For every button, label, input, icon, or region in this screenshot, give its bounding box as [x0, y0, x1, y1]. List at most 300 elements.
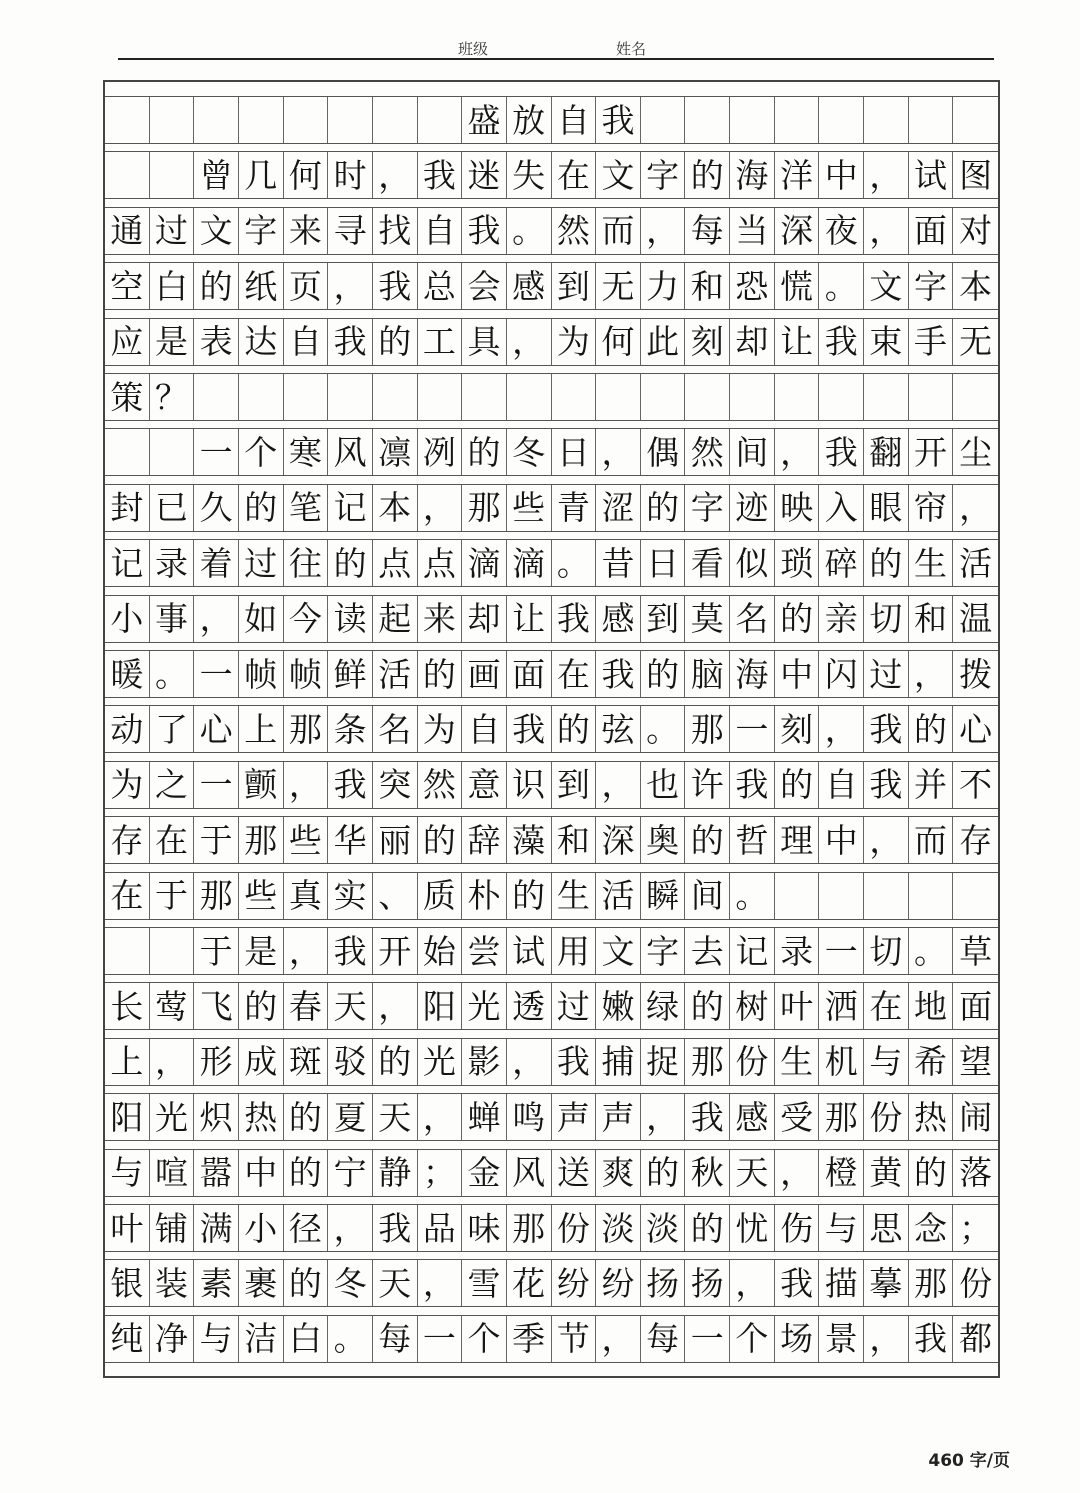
grid-cell: 天	[373, 1260, 418, 1306]
grid-cell: 名	[373, 706, 418, 752]
grid-cell	[552, 374, 597, 420]
grid-cell	[596, 374, 641, 420]
grid-cell: 绿	[641, 983, 686, 1029]
grid-cell	[864, 374, 909, 420]
grid-cell: 到	[641, 596, 686, 642]
grid-cell: 捕	[596, 1039, 641, 1085]
grid-cell: 那	[462, 485, 507, 531]
grid-cell: 一	[418, 1316, 463, 1362]
grid-cell: 并	[909, 762, 954, 808]
grid-cell: 。	[641, 706, 686, 752]
grid-cell: ，	[730, 1260, 775, 1306]
grid-cell: 热	[909, 1094, 954, 1140]
grid-cell: 在	[864, 983, 909, 1029]
grid-cell: 我	[328, 928, 373, 974]
grid-cell: 。	[819, 263, 864, 309]
grid-cell: 文	[864, 263, 909, 309]
grid-cell: 工	[418, 319, 463, 365]
grid-cell: 瞬	[641, 873, 686, 919]
grid-cell: 净	[150, 1316, 195, 1362]
grid-cell: 叶	[105, 1205, 150, 1251]
grid-cell: 入	[819, 485, 864, 531]
grid-cell: 让	[775, 319, 820, 365]
grid-cell: 记	[328, 485, 373, 531]
grid-cell: 的	[239, 983, 284, 1029]
grid-cell	[909, 374, 954, 420]
grid-cell: 生	[909, 540, 954, 586]
grid-cell: 感	[730, 1094, 775, 1140]
grid-cell: 在	[552, 152, 597, 198]
grid-cell: 达	[239, 319, 284, 365]
text-row	[105, 262, 998, 310]
grid-cell: 纯	[105, 1316, 150, 1362]
grid-cell: 影	[462, 1039, 507, 1085]
grid-cell	[105, 928, 150, 974]
grid-cell: 淡	[641, 1205, 686, 1251]
grid-cell: 点	[418, 540, 463, 586]
grid-cell: 的	[373, 319, 418, 365]
grid-cell: 表	[194, 319, 239, 365]
grid-cell	[373, 97, 418, 143]
grid-cell	[819, 374, 864, 420]
grid-cell: 蝉	[462, 1094, 507, 1140]
grid-cell: 过	[864, 651, 909, 697]
grid-cell: 的	[284, 1260, 329, 1306]
grid-cell	[953, 374, 998, 420]
grid-cell: 曾	[194, 152, 239, 198]
grid-cell: 本	[959, 266, 993, 306]
grid-cell	[730, 374, 775, 420]
grid-cell: ，	[596, 429, 641, 475]
grid-cell: 忧	[730, 1205, 775, 1251]
grid-cell: 。	[507, 208, 552, 254]
grid-cell: 声	[596, 1094, 641, 1140]
grid-cell: 纸	[239, 263, 284, 309]
text-row	[105, 539, 998, 587]
grid-cell: 温	[959, 599, 993, 639]
grid-cell: 存	[959, 820, 993, 860]
grid-cell: 眼	[864, 485, 909, 531]
grid-cell	[239, 374, 284, 420]
grid-cell: 我	[373, 1205, 418, 1251]
grid-cell: 的	[641, 1150, 686, 1196]
grid-cell: 丽	[373, 817, 418, 863]
grid-cell: 成	[239, 1039, 284, 1085]
grid-cell: 面	[507, 651, 552, 697]
grid-cell	[105, 152, 150, 198]
grid-cell: 刻	[685, 319, 730, 365]
grid-cell	[194, 374, 239, 420]
grid-cell: 录	[775, 928, 820, 974]
grid-cell	[194, 97, 239, 143]
grid-cell: 失	[507, 152, 552, 198]
grid-cell: 冽	[418, 429, 463, 475]
grid-cell: 一	[194, 429, 239, 475]
grid-cell: 起	[373, 596, 418, 642]
grid-cell: ，	[328, 1205, 373, 1251]
grid-cell: 闪	[819, 651, 864, 697]
grid-cell	[730, 97, 775, 143]
grid-cell: 而	[909, 817, 954, 863]
grid-cell: 的	[775, 596, 820, 642]
grid-cell: 开	[373, 928, 418, 974]
grid-cell: 偶	[641, 429, 686, 475]
grid-cell: 放	[507, 97, 552, 143]
grid-cell: ；	[959, 1208, 993, 1248]
grid-cell: 那	[685, 1039, 730, 1085]
grid-cell	[641, 374, 686, 420]
grid-cell: 慌	[775, 263, 820, 309]
grid-cell: 是	[150, 319, 195, 365]
grid-cell: 图	[959, 155, 993, 195]
grid-cell: 上	[105, 1039, 150, 1085]
grid-cell: 的	[552, 706, 597, 752]
grid-cell: 何	[596, 319, 641, 365]
grid-cell: 装	[150, 1260, 195, 1306]
name-label: 姓名	[616, 40, 647, 58]
grid-cell: 亲	[819, 596, 864, 642]
grid-cell: 上	[239, 706, 284, 752]
text-row	[105, 1093, 998, 1141]
grid-cell: 事	[150, 596, 195, 642]
grid-cell: 去	[685, 928, 730, 974]
grid-cell	[150, 97, 195, 143]
grid-cell: 尘	[959, 432, 993, 472]
grid-cell	[685, 374, 730, 420]
grid-cell	[150, 928, 195, 974]
grid-cell: 味	[462, 1205, 507, 1251]
grid-cell: ；	[418, 1150, 463, 1196]
grid-cell: ，	[373, 983, 418, 1029]
grid-cell: 描	[819, 1260, 864, 1306]
text-row	[105, 484, 998, 532]
grid-cell: 嚣	[194, 1150, 239, 1196]
grid-cell: 却	[462, 596, 507, 642]
grid-cell: 活	[959, 543, 993, 583]
grid-cell: 光	[462, 983, 507, 1029]
text-row	[105, 373, 998, 421]
grid-cell: 空	[105, 263, 150, 309]
grid-cell: 为	[552, 319, 597, 365]
grid-cell: ，	[775, 1150, 820, 1196]
grid-cell: 声	[552, 1094, 597, 1140]
grid-cell: 颤	[239, 762, 284, 808]
grid-cell	[150, 152, 195, 198]
grid-cell: 往	[284, 540, 329, 586]
grid-cell: 已	[150, 485, 195, 531]
grid-cell: 然	[685, 429, 730, 475]
grid-cell: 之	[150, 762, 195, 808]
grid-cell: 对	[959, 211, 993, 251]
grid-cell	[864, 873, 909, 919]
grid-cell: ，	[507, 319, 552, 365]
grid-cell: ，	[864, 208, 909, 254]
grid-cell: 我	[819, 319, 864, 365]
grid-cell: 季	[507, 1316, 552, 1362]
grid-cell: 莫	[685, 596, 730, 642]
grid-cell	[641, 97, 686, 143]
grid-cell: 天	[730, 1150, 775, 1196]
grid-cell: 的	[685, 983, 730, 1029]
text-row	[105, 1315, 998, 1363]
grid-cell: 和	[685, 263, 730, 309]
grid-cell: 驳	[328, 1039, 373, 1085]
grid-cell: 生	[552, 873, 597, 919]
grid-cell: 我	[507, 706, 552, 752]
grid-cell: 中	[819, 817, 864, 863]
grid-cell: 日	[641, 540, 686, 586]
grid-cell: 鲜	[328, 651, 373, 697]
grid-cell: 是	[239, 928, 284, 974]
grid-cell: 与	[105, 1150, 150, 1196]
grid-cell: 冬	[328, 1260, 373, 1306]
grid-cell	[373, 374, 418, 420]
text-row	[105, 650, 998, 698]
grid-cell: 品	[418, 1205, 463, 1251]
grid-cell: 份	[730, 1039, 775, 1085]
grid-cell: 录	[150, 540, 195, 586]
grid-cell	[953, 873, 998, 919]
grid-cell: 深	[596, 817, 641, 863]
grid-cell: 的	[284, 1150, 329, 1196]
grid-cell: 叶	[775, 983, 820, 1029]
grid-cell: 过	[239, 540, 284, 586]
grid-cell: 应	[105, 319, 150, 365]
grid-cell: 而	[596, 208, 641, 254]
grid-cell: 静	[373, 1150, 418, 1196]
grid-cell: 记	[105, 540, 150, 586]
grid-cell: 来	[284, 208, 329, 254]
grid-cell: 送	[552, 1150, 597, 1196]
grid-cell: 。	[552, 540, 597, 586]
grid-cell: 个	[462, 1316, 507, 1362]
grid-cell: 份	[959, 1263, 993, 1303]
grid-cell: 满	[194, 1205, 239, 1251]
grid-cell: 文	[596, 928, 641, 974]
grid-cell: 琐	[775, 540, 820, 586]
grid-cell: 那	[819, 1094, 864, 1140]
grid-cell: 手	[909, 319, 954, 365]
grid-cell	[819, 97, 864, 143]
grid-cell: 活	[596, 873, 641, 919]
grid-cell: ，	[373, 152, 418, 198]
grid-cell: 的	[418, 817, 463, 863]
grid-cell: ，	[641, 208, 686, 254]
grid-cell: 炽	[194, 1094, 239, 1140]
grid-cell: 试	[909, 152, 954, 198]
grid-cell: 日	[552, 429, 597, 475]
grid-cell: 思	[864, 1205, 909, 1251]
grid-cell	[775, 374, 820, 420]
grid-cell: 些	[507, 485, 552, 531]
grid-cell: 活	[373, 651, 418, 697]
grid-cell: 纷	[596, 1260, 641, 1306]
grid-cell: 树	[730, 983, 775, 1029]
grid-cell: 秋	[685, 1150, 730, 1196]
grid-cell: 如	[239, 596, 284, 642]
text-row	[105, 1204, 998, 1252]
grid-cell	[909, 873, 954, 919]
grid-cell: 我	[552, 596, 597, 642]
grid-cell: 黄	[864, 1150, 909, 1196]
text-row	[105, 1259, 998, 1307]
grid-cell: 份	[552, 1205, 597, 1251]
grid-cell: 一	[194, 651, 239, 697]
grid-cell: 的	[685, 152, 730, 198]
grid-cell: 和	[552, 817, 597, 863]
grid-cell: 的	[864, 540, 909, 586]
grid-cell: 然	[552, 208, 597, 254]
grid-cell: 着	[194, 540, 239, 586]
grid-cell: 来	[418, 596, 463, 642]
grid-cell: 时	[328, 152, 373, 198]
text-row	[105, 207, 998, 255]
grid-cell: 的	[909, 1150, 954, 1196]
grid-cell: 每	[373, 1316, 418, 1362]
grid-cell: ，	[959, 488, 993, 528]
grid-cell: 喧	[150, 1150, 195, 1196]
grid-cell: 拨	[959, 654, 993, 694]
composition-grid	[103, 80, 1000, 1378]
grid-cell: 伤	[775, 1205, 820, 1251]
grid-cell: 寻	[328, 208, 373, 254]
grid-cell	[328, 97, 373, 143]
grid-cell: 实	[328, 873, 373, 919]
grid-cell: 我	[328, 762, 373, 808]
grid-cell: 与	[864, 1039, 909, 1085]
header-rule	[118, 58, 994, 60]
grid-cell: 文	[194, 208, 239, 254]
text-row	[105, 428, 998, 476]
grid-cell: 的	[685, 817, 730, 863]
grid-cell: 映	[775, 485, 820, 531]
grid-cell: 嫩	[596, 983, 641, 1029]
grid-cell: 华	[328, 817, 373, 863]
grid-cell: 凛	[373, 429, 418, 475]
grid-cell: 哲	[730, 817, 775, 863]
grid-cell: 然	[418, 762, 463, 808]
grid-cell: 光	[418, 1039, 463, 1085]
grid-cell: 雪	[462, 1260, 507, 1306]
grid-cell: 滴	[507, 540, 552, 586]
grid-cell: 总	[418, 263, 463, 309]
grid-cell: 我	[462, 208, 507, 254]
grid-cell: 感	[507, 263, 552, 309]
grid-cell	[284, 374, 329, 420]
grid-cell: 寒	[284, 429, 329, 475]
text-row	[105, 705, 998, 753]
grid-cell: 长	[105, 983, 150, 1029]
grid-cell: 橙	[819, 1150, 864, 1196]
grid-cell	[685, 97, 730, 143]
grid-cell: 文	[596, 152, 641, 198]
grid-cell: 径	[284, 1205, 329, 1251]
grid-cell: 尝	[462, 928, 507, 974]
grid-cell: 脑	[685, 651, 730, 697]
grid-cell: 了	[150, 706, 195, 752]
grid-cell: 字	[641, 928, 686, 974]
grid-cell: 也	[641, 762, 686, 808]
grid-cell: 白	[284, 1316, 329, 1362]
grid-cell: 受	[775, 1094, 820, 1140]
grid-cell: 迷	[462, 152, 507, 198]
grid-cell: 让	[507, 596, 552, 642]
grid-cell: 个	[730, 1316, 775, 1362]
grid-cell: 份	[864, 1094, 909, 1140]
grid-cell: 都	[959, 1319, 993, 1359]
grid-cell: 几	[239, 152, 284, 198]
grid-cell: ，	[596, 762, 641, 808]
grid-cell: 我	[596, 97, 641, 143]
grid-cell: ，	[507, 1039, 552, 1085]
grid-cell: 那	[194, 873, 239, 919]
grid-cell: 草	[959, 931, 993, 971]
grid-cell: 涩	[596, 485, 641, 531]
grid-cell: 动	[105, 706, 150, 752]
grid-cell: 金	[462, 1150, 507, 1196]
grid-cell: 与	[194, 1316, 239, 1362]
grid-cell: 光	[150, 1094, 195, 1140]
grid-cell: 为	[418, 706, 463, 752]
grid-cell: 字	[685, 485, 730, 531]
grid-cell: 的	[284, 1094, 329, 1140]
grid-cell: ，	[596, 1316, 641, 1362]
grid-cell: 心	[194, 706, 239, 752]
grid-cell: 一	[730, 706, 775, 752]
grid-cell: 场	[775, 1316, 820, 1362]
grid-cell: 的	[685, 1205, 730, 1251]
grid-cell: 似	[730, 540, 775, 586]
grid-cell: 飞	[194, 983, 239, 1029]
grid-cell: 用	[552, 928, 597, 974]
grid-cell	[819, 873, 864, 919]
grid-cell: 许	[685, 762, 730, 808]
grid-cell: 力	[641, 263, 686, 309]
grid-cell: 我	[685, 1094, 730, 1140]
grid-cell: 质	[418, 873, 463, 919]
grid-cell: 暖	[105, 651, 150, 697]
text-row	[105, 982, 998, 1030]
grid-cell: 识	[507, 762, 552, 808]
grid-cell: 突	[373, 762, 418, 808]
grid-cell: 希	[909, 1039, 954, 1085]
grid-cell	[775, 873, 820, 919]
grid-cell: 的	[775, 762, 820, 808]
grid-cell: 束	[864, 319, 909, 365]
grid-cell: 的	[909, 706, 954, 752]
text-row	[105, 151, 998, 199]
grid-cell: 我	[418, 152, 463, 198]
grid-cell: 朴	[462, 873, 507, 919]
grid-cell: 字	[239, 208, 284, 254]
grid-cell: 帘	[909, 485, 954, 531]
grid-cell: 过	[552, 983, 597, 1029]
grid-cell: 那	[507, 1205, 552, 1251]
grid-cell: 和	[909, 596, 954, 642]
grid-cell: ，	[641, 1094, 686, 1140]
grid-cell: 碎	[819, 540, 864, 586]
grid-cell: 不	[959, 765, 993, 805]
grid-cell: 心	[959, 709, 993, 749]
grid-cell: 海	[730, 651, 775, 697]
grid-cell: 爽	[596, 1150, 641, 1196]
grid-cell: 银	[105, 1260, 150, 1306]
grid-cell: 我	[909, 1316, 954, 1362]
grid-cell: 字	[909, 263, 954, 309]
grid-cell: 的	[418, 651, 463, 697]
grid-cell: 素	[194, 1260, 239, 1306]
grid-cell: 会	[462, 263, 507, 309]
